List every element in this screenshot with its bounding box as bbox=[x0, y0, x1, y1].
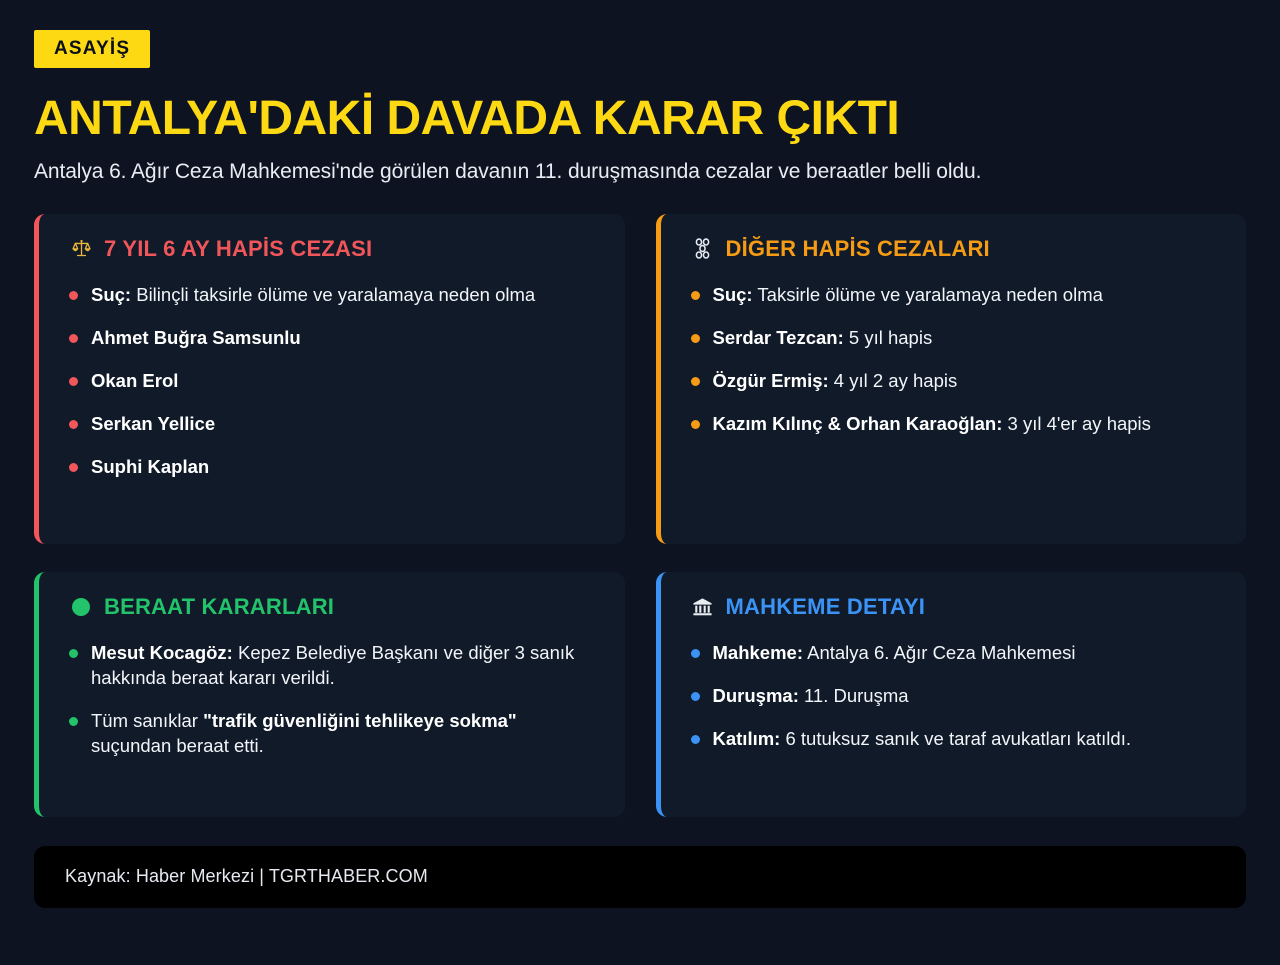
bullet-icon bbox=[69, 649, 78, 658]
list-item bbox=[691, 632, 1221, 675]
card-items bbox=[691, 632, 1221, 761]
bullet-icon bbox=[691, 334, 700, 343]
bullet-icon bbox=[691, 649, 700, 658]
card-title: 7 YIL 6 AY HAPİS CEZASI bbox=[104, 235, 373, 261]
card-header bbox=[691, 235, 1221, 261]
card-header bbox=[69, 593, 599, 619]
list-item bbox=[69, 403, 599, 446]
list-item bbox=[691, 360, 1221, 403]
list-item-text: Mesut Kocagöz: Kepez Belediye Başkanı ve diğer 3 sanık hakkında beraat kararı verildi. bbox=[91, 641, 575, 688]
green-circle-icon bbox=[69, 597, 93, 617]
list-item bbox=[69, 360, 599, 403]
page-subtitle: Antalya 6. Ağır Ceza Mahkemesi'nde görülen davanın 11. duruşmasında cezalar ve beraatler belli oldu. bbox=[34, 159, 982, 183]
list-item bbox=[69, 700, 599, 768]
list-item bbox=[69, 274, 599, 317]
card-header bbox=[69, 235, 599, 261]
list-item-text: Ahmet Buğra Samsunlu bbox=[91, 326, 301, 348]
list-item-text: Duruşma: 11. Duruşma bbox=[712, 684, 909, 706]
list-item bbox=[691, 317, 1221, 360]
list-item-text: Suphi Kaplan bbox=[91, 455, 210, 477]
list-item bbox=[691, 403, 1221, 446]
bullet-icon bbox=[69, 291, 78, 300]
list-item bbox=[691, 718, 1221, 761]
bullet-icon bbox=[691, 420, 700, 429]
card-diger-hapis-cezalari bbox=[656, 214, 1247, 544]
card-title: BERAAT KARARLARI bbox=[104, 593, 335, 619]
card-items bbox=[69, 274, 599, 489]
card-beraat-kararlari bbox=[34, 572, 625, 817]
card-items bbox=[691, 274, 1221, 446]
list-item-text: Suç: Bilinçli taksirle ölüme ve yaralamaya neden olma bbox=[91, 283, 536, 305]
card-mahkeme-detayi bbox=[656, 572, 1247, 817]
balance-scale-icon bbox=[69, 238, 93, 259]
bullet-icon bbox=[691, 692, 700, 701]
quote-emphasis: "trafik güvenliğini tehlikeye sokma" bbox=[203, 709, 517, 731]
list-item-text: Özgür Ermiş: 4 yıl 2 ay hapis bbox=[712, 369, 958, 391]
card-hapis-cezasi bbox=[34, 214, 625, 544]
list-item-text: Katılım: 6 tutuksuz sanık ve taraf avukatları katıldı. bbox=[712, 727, 1131, 749]
card-items bbox=[69, 632, 599, 768]
category-badge: ASAYİŞ bbox=[34, 30, 150, 68]
card-header bbox=[691, 593, 1221, 619]
bullet-icon bbox=[691, 291, 700, 300]
cards-grid bbox=[34, 214, 1246, 817]
bullet-icon bbox=[69, 420, 78, 429]
bullet-icon bbox=[69, 717, 78, 726]
list-item-text: Serdar Tezcan: 5 yıl hapis bbox=[712, 326, 933, 348]
quote-suffix: suçundan beraat etti. bbox=[91, 734, 264, 756]
quote-prefix: Tüm sanıklar bbox=[91, 709, 204, 731]
list-item-text-quote bbox=[91, 709, 599, 759]
bullet-icon bbox=[691, 735, 700, 744]
bullet-icon bbox=[69, 463, 78, 472]
list-item bbox=[69, 317, 599, 360]
list-item-text: Kazım Kılınç & Orhan Karaoğlan: 3 yıl 4'er ay hapis bbox=[712, 412, 1151, 434]
classical-building-icon bbox=[691, 597, 715, 617]
source-text: Kaynak: Haber Merkezi | TGRTHABER.COM bbox=[65, 866, 428, 887]
bullet-icon bbox=[69, 334, 78, 343]
list-item-text: Okan Erol bbox=[91, 369, 179, 391]
list-item-text: Serkan Yellice bbox=[91, 412, 216, 434]
card-title: DİĞER HAPİS CEZALARI bbox=[725, 235, 990, 261]
list-item-text: Mahkeme: Antalya 6. Ağır Ceza Mahkemesi bbox=[712, 641, 1076, 663]
list-item-text: Suç: Taksirle ölüme ve yaralamaya neden olma bbox=[712, 283, 1103, 305]
list-item bbox=[691, 274, 1221, 317]
page-title: ANTALYA'DAKİ DAVADA KARAR ÇIKTI bbox=[34, 92, 900, 145]
chains-icon bbox=[691, 238, 715, 259]
source-footer bbox=[34, 846, 1246, 908]
bullet-icon bbox=[69, 377, 78, 386]
bullet-icon bbox=[691, 377, 700, 386]
list-item bbox=[69, 446, 599, 489]
card-title: MAHKEME DETAYI bbox=[725, 593, 926, 619]
header bbox=[34, 30, 1246, 184]
list-item bbox=[691, 675, 1221, 718]
list-item bbox=[69, 632, 599, 700]
